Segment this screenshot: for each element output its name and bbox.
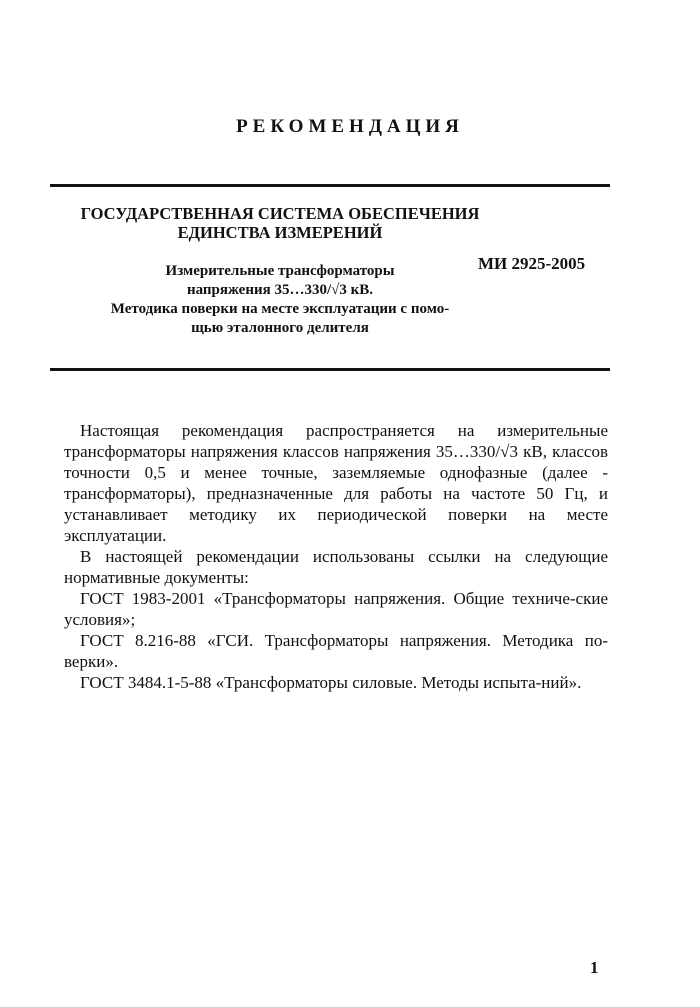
paragraph-reference-gost-8216: ГОСТ 8.216-88 «ГСИ. Трансформаторы напряжения. Методика по-верки». <box>64 631 608 671</box>
subtitle-line: Измерительные трансформаторы <box>165 263 395 279</box>
system-title-line: ЕДИНСТВА ИЗМЕРЕНИЙ <box>177 223 383 242</box>
page-number: 1 <box>590 958 599 977</box>
body-text <box>64 420 608 693</box>
paragraph-references-intro: В настоящей рекомендации использованы ссылки на следующие нормативные документы: <box>64 547 608 587</box>
subtitle-line: Методика поверки на месте эксплуатации с помо- <box>110 301 450 317</box>
paragraph-scope: Настоящая рекомендация распространяется на измерительные трансформаторы напряжения классов напряжения 35…330/√3 кВ, классов точности 0,5 и менее точные, заземляемые однофазные (далее - трансформаторы), предназначенные для работы на частоте 50 Гц, и устанавливает методику их периодической поверки на месте эксплуатации. <box>64 421 608 545</box>
document-code: МИ 2925-2005 <box>478 254 586 273</box>
top-divider <box>50 184 610 187</box>
subtitle-line: щью эталонного делителя <box>191 320 369 336</box>
system-title <box>40 204 520 242</box>
paragraph-reference-gost-3484: ГОСТ 3484.1-5-88 «Трансформаторы силовые. Методы испыта-ний». <box>80 673 582 692</box>
document-type-heading: РЕКОМЕНДАЦИЯ <box>236 116 464 137</box>
bottom-divider <box>50 368 610 371</box>
paragraph-reference-gost-1983: ГОСТ 1983-2001 «Трансформаторы напряжения. Общие техниче-ские условия»; <box>64 589 608 629</box>
subtitle-line: напряжения 35…330/√3 кВ. <box>186 282 374 298</box>
system-title-line: ГОСУДАРСТВЕННАЯ СИСТЕМА ОБЕСПЕЧЕНИЯ <box>80 204 480 223</box>
document-subtitle <box>40 262 520 338</box>
